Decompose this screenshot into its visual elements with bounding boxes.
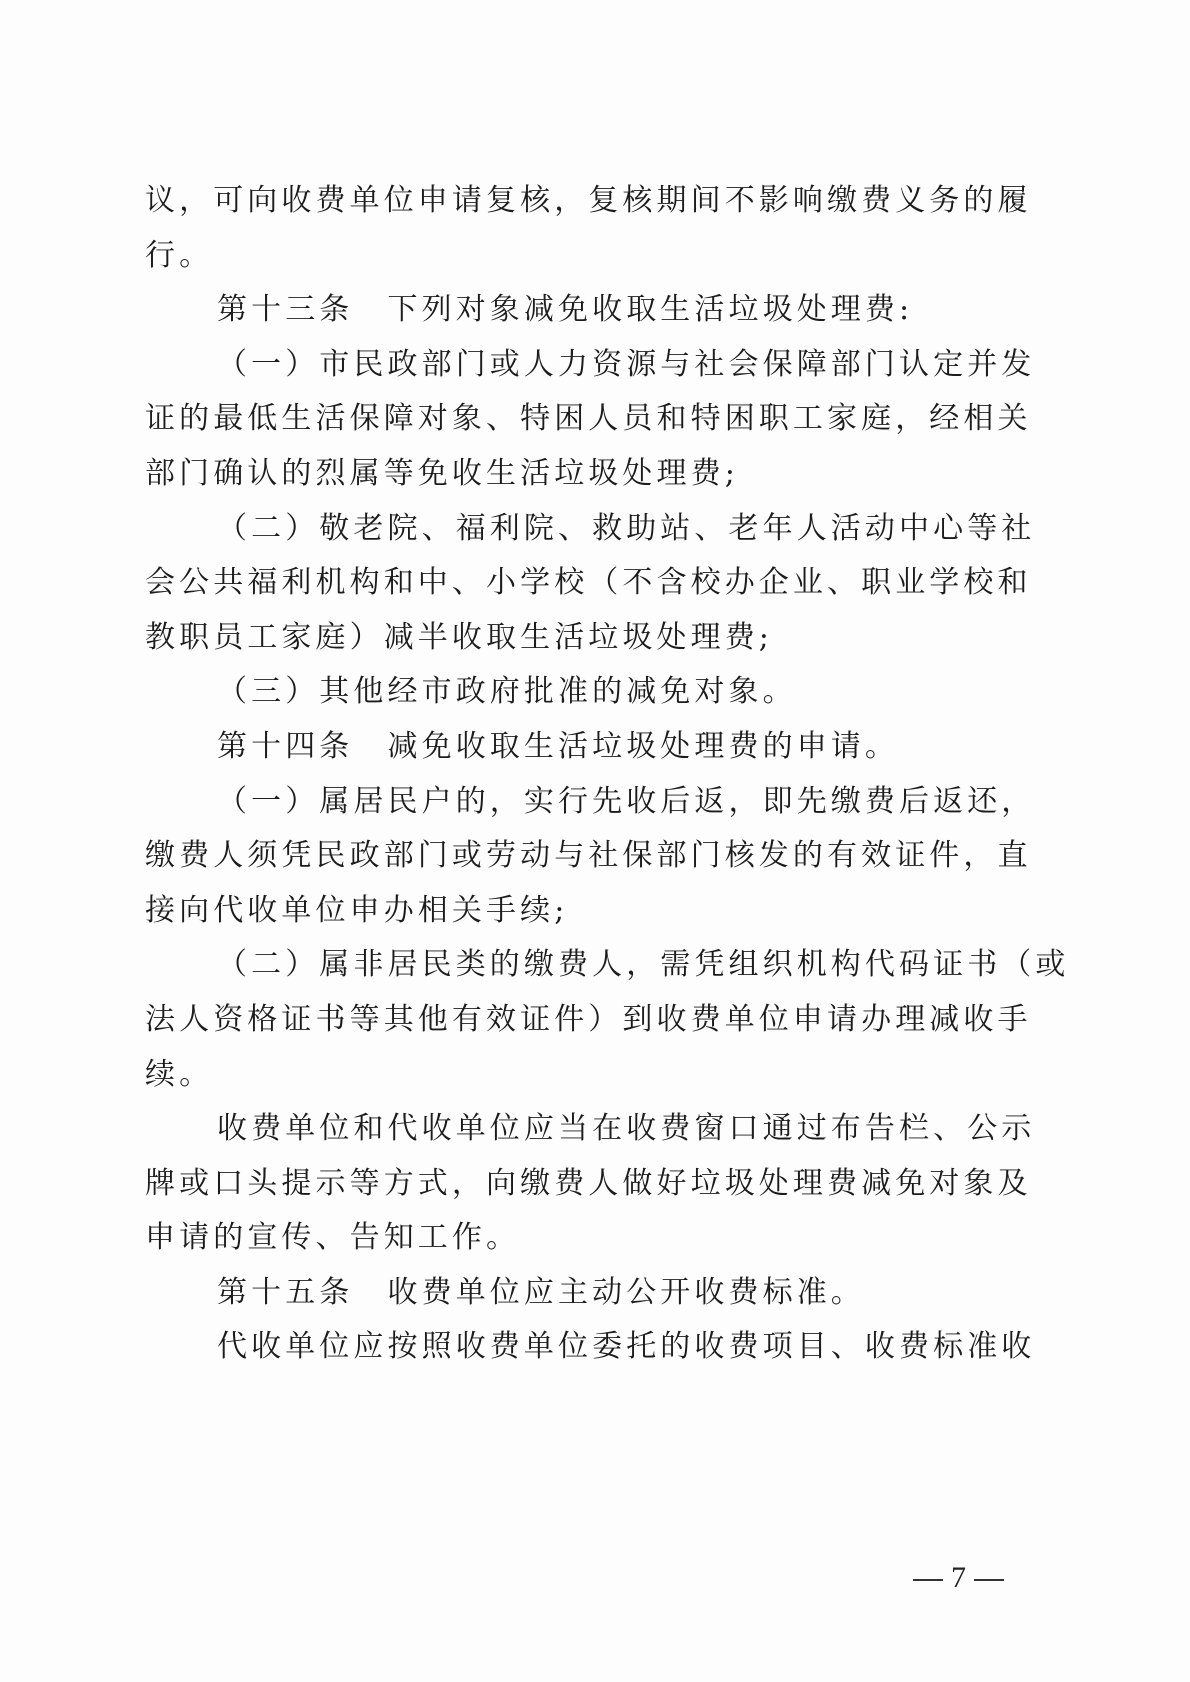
text-line: 申请的宣传、告知工作。	[145, 1220, 521, 1256]
text-line: 续。	[145, 1056, 214, 1092]
page-number	[905, 1560, 1012, 1596]
text-line: （三）其他经市政府批准的减免对象。	[217, 674, 797, 710]
text-line: 接向代收单位申办相关手续;	[145, 892, 569, 928]
text-line: 牌或口头提示等方式，向缴费人做好垃圾处理费减免对象及	[145, 1165, 1032, 1201]
text-line: 会公共福利机构和中、小学校（不含校办企业、职业学校和	[145, 565, 1032, 601]
article-13-heading: 第十三条 下列对象减免收取生活垃圾处理费:	[217, 292, 914, 328]
text-line: 收费单位和代收单位应当在收费窗口通过布告栏、公示	[217, 1111, 1036, 1147]
article-15-heading: 第十五条 收费单位应主动公开收费标准。	[217, 1274, 865, 1310]
page-number-value: 7	[951, 1561, 966, 1594]
text-line: 部门确认的烈属等免收生活垃圾处理费;	[145, 455, 739, 491]
text-line: 行。	[145, 237, 214, 273]
text-line: 教职员工家庭）减半收取生活垃圾处理费;	[145, 619, 774, 655]
dash-left	[913, 1579, 943, 1581]
text-line: 证的最低生活保障对象、特困人员和特困职工家庭，经相关	[145, 401, 1032, 437]
text-line: 法人资格证书等其他有效证件）到收费单位申请办理减收手	[145, 1001, 1032, 1037]
text-line: （二）属非居民类的缴费人，需凭组织机构代码证书（或	[217, 947, 1070, 983]
text-line: 代收单位应按照收费单位委托的收费项目、收费标准收	[217, 1329, 1036, 1365]
text-line: （一）属居民户的，实行先收后返，即先缴费后返还，	[217, 783, 1036, 819]
text-line: 议，可向收费单位申请复核，复核期间不影响缴费义务的履	[145, 183, 1032, 218]
body-text	[145, 174, 1070, 1375]
dash-right	[974, 1579, 1004, 1581]
text-line: 缴费人须凭民政部门或劳动与社保部门核发的有效证件，直	[145, 838, 1032, 874]
article-14-heading: 第十四条 减免收取生活垃圾处理费的申请。	[217, 728, 899, 764]
text-line: （一）市民政部门或人力资源与社会保障部门认定并发	[217, 346, 1036, 382]
text-line: （二）敬老院、福利院、救助站、老年人活动中心等社	[217, 510, 1036, 546]
